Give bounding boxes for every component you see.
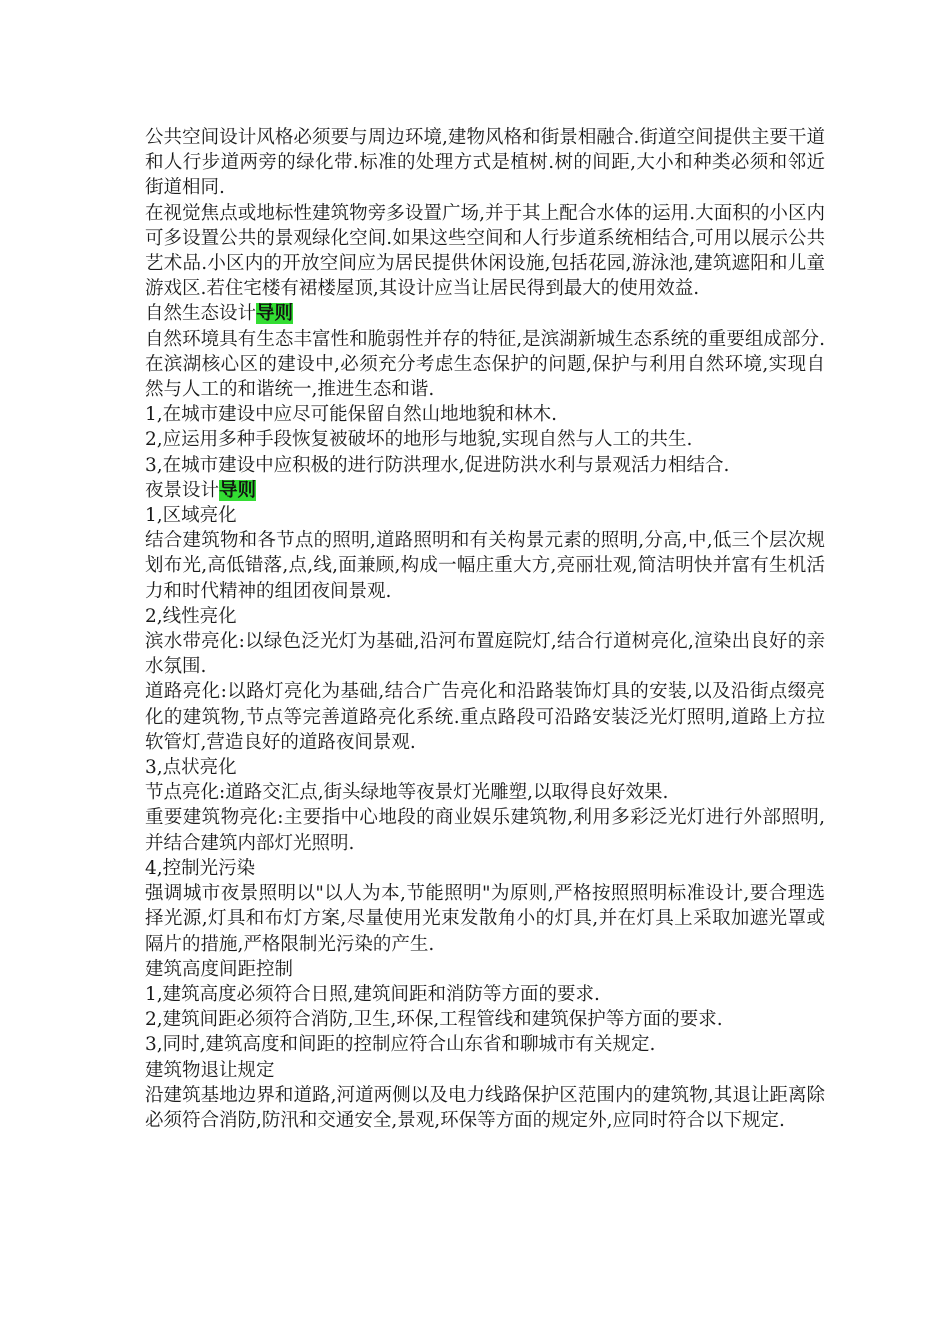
list-item: 3,在城市建设中应积极的进行防洪理水,促进防洪水利与景观活力相结合. bbox=[145, 454, 730, 476]
heading-night-design bbox=[145, 478, 825, 503]
paragraph-plaza: 在视觉焦点或地标性建筑物旁多设置广场,并于其上配合水体的运用.大面积的小区内可多设置公共的景观绿化空间.如果这些空间和人行步道系统相结合,可用以展示公共艺术品.小区内的开放空间应为居民提供休闲设施,包括花园,游泳池,建筑遮阳和儿童游戏区.若住宅楼有裙楼屋顶,其设计应当让居民得到最大的使用效益. bbox=[145, 202, 825, 300]
paragraph-public-space: 公共空间设计风格必须要与周边环境,建物风格和街景相融合.街道空间提供主要干道和人行步道两旁的绿化带.标准的处理方式是植树.树的间距,大小和种类必须和邻近街道相同. bbox=[145, 127, 825, 199]
subheading: 1,区域亮化 bbox=[145, 505, 237, 527]
paragraph-road-lighting: 道路亮化:以路灯亮化为基础,结合广告亮化和沿路装饰灯具的安装,以及沿街点缀亮化的建筑物,节点等完善道路亮化系统.重点路段可沿路安装泛光灯照明,道路上方拉软管灯,营造良好的道路夜间景观. bbox=[145, 681, 825, 753]
paragraph-nature-intro: 自然环境具有生态丰富性和脆弱性并存的特征,是滨湖新城生态系统的重要组成部分.在滨湖核心区的建设中,必须充分考虑生态保护的问题,保护与利用自然环境,实现自然与人工的和谐统一,推进生态和谐. bbox=[145, 328, 825, 401]
paragraph-setback: 沿建筑基地边界和道路,河道两侧以及电力线路保护区范围内的建筑物,其退让距离除必须符合消防,防汛和交通安全,景观,环保等方面的规定外,应同时符合以下规定. bbox=[145, 1084, 825, 1131]
heading-nature-text: 自然生态设计 bbox=[145, 303, 257, 325]
list-item: 3,同时,建筑高度和间距的控制应符合山东省和聊城市有关规定. bbox=[145, 1034, 656, 1056]
paragraph-building-lighting: 重要建筑物亮化:主要指中心地段的商业娱乐建筑物,利用多彩泛光灯进行外部照明,并结合建筑内部灯光照明. bbox=[145, 807, 825, 854]
document-body bbox=[145, 125, 825, 1133]
subheading: 2,线性亮化 bbox=[145, 605, 237, 627]
paragraph-node-lighting: 节点亮化:道路交汇点,街头绿地等夜景灯光雕塑,以取得良好效果. bbox=[145, 782, 669, 804]
heading-night-text: 夜景设计 bbox=[145, 479, 220, 501]
paragraph-area-lighting: 结合建筑物和各节点的照明,道路照明和有关构景元素的照明,分高,中,低三个层次规划布光,高低错落,点,线,面兼顾,构成一幅庄重大方,亮丽壮观,简洁明快并富有生机活力和时代精神的组团夜间景观. bbox=[145, 530, 825, 602]
highlight-guideline: 导则 bbox=[219, 479, 257, 501]
list-item: 1,建筑高度必须符合日照,建筑间距和消防等方面的要求. bbox=[145, 983, 600, 1005]
list-item: 2,应运用多种手段恢复被破坏的地形与地貌,实现自然与人工的共生. bbox=[145, 429, 693, 451]
list-item: 2,建筑间距必须符合消防,卫生,环保,工程管线和建筑保护等方面的要求. bbox=[145, 1009, 723, 1031]
paragraph-light-pollution: 强调城市夜景照明以"以人为本,节能照明"为原则,严格按照照明标准设计,要合理选择光源,灯具和布灯方案,尽量使用光束发散角小的灯具,并在灯具上采取加遮光罩或隔片的措施,严格限制光污染的产生. bbox=[145, 883, 825, 955]
subheading: 4,控制光污染 bbox=[145, 857, 256, 879]
subheading: 3,点状亮化 bbox=[145, 757, 237, 779]
heading-setback: 建筑物退让规定 bbox=[145, 1059, 275, 1081]
highlight-guideline: 导则 bbox=[256, 303, 294, 325]
heading-height-spacing: 建筑高度间距控制 bbox=[145, 958, 294, 980]
paragraph-waterfront-lighting: 滨水带亮化:以绿色泛光灯为基础,沿河布置庭院灯,结合行道树亮化,渲染出良好的亲水氛围. bbox=[145, 631, 825, 678]
list-item: 1,在城市建设中应尽可能保留自然山地地貌和林木. bbox=[145, 404, 558, 426]
heading-nature-design bbox=[145, 301, 825, 326]
